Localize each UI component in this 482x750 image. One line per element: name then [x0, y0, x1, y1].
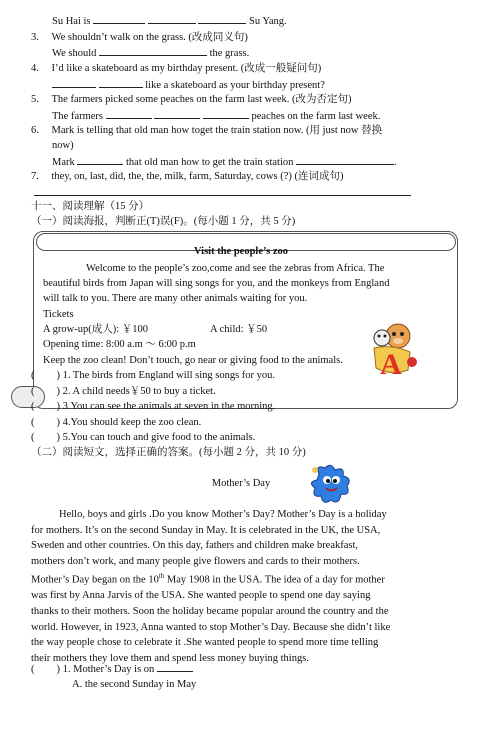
answer-blank[interactable] [52, 78, 96, 88]
article-line: was first by Anna Jarvis of the USA. She wanted people to spend one day saying [31, 590, 371, 602]
poster-notice: Keep the zoo clean! Don’t touch, go near or giving food to the animals. [43, 355, 343, 366]
text: . [394, 157, 397, 168]
poster-text: Welcome to the people’s zoo,come and see the zebras from Africa. The [86, 263, 385, 274]
exercise-2-answer-line [52, 14, 287, 28]
answer-paren-close: ) [56, 370, 60, 381]
tf-item [31, 416, 201, 429]
text: like a skateboard as your birthday present? [145, 80, 325, 91]
text: Su Yang. [249, 16, 287, 27]
exercise-6-answer-line [52, 155, 397, 169]
answer-blank[interactable] [106, 109, 152, 119]
answer-paren-close: ) [56, 401, 60, 412]
exercise-4-answer-line [52, 78, 325, 92]
exercise-7-answer-blank[interactable] [34, 195, 411, 196]
answer-blank[interactable] [157, 662, 193, 672]
tf-item [31, 385, 216, 398]
poster-price-child: A child: ￥50 [210, 324, 268, 335]
article-line: their mothers they love them and spend less money buying things. [31, 652, 309, 664]
poster-opening-time: Opening time: 8:00 a.m ～ 6:00 p.m [43, 339, 196, 350]
exercise-number: 3. [31, 32, 39, 43]
article-line: world. However, in 1923, Anna wanted to stop Mother’s Day. Because she didn’t like [31, 621, 391, 633]
answer-paren-close: ) [56, 664, 60, 675]
option-a[interactable]: A. the second Sunday in May [72, 679, 197, 690]
exercise-5-answer-line [52, 109, 380, 123]
answer-blank[interactable] [99, 46, 207, 56]
answer-paren-open: ( [31, 417, 35, 428]
poster-text: will talk to you. There are many other animals waiting for you. [43, 293, 308, 304]
answer-blank[interactable] [99, 78, 143, 88]
tf-item [31, 431, 255, 444]
part-2-heading: （二）阅读短文，选择正确的答案。(每小题 2 分，共 10 分) [31, 447, 306, 458]
answer-paren-open: ( [31, 432, 35, 443]
tf-item [31, 400, 275, 413]
text: the grass. [209, 48, 250, 59]
answer-blank[interactable] [198, 14, 246, 24]
text: The idea of a day for mother [264, 574, 385, 586]
exercise-text: Mark is telling that old man how toget the train station now. (用 just now 替换 [51, 125, 383, 136]
exercise-number: 5. [31, 94, 39, 105]
article-line [31, 569, 441, 588]
exercise-text: they, on, last, did, the, the, milk, farm, Saturday, cows (?) (连词成句) [51, 171, 344, 182]
exercise-6-cont [52, 139, 74, 152]
answer-paren-open: ( [31, 370, 35, 381]
tf-item [31, 369, 275, 382]
tf-item-text: 2. A child needs￥50 to buy a ticket. [62, 386, 216, 397]
exercise-3-answer-line [52, 46, 249, 60]
exercise-number: 4. [31, 63, 39, 74]
text: Mark [52, 157, 75, 168]
answer-blank[interactable] [203, 109, 249, 119]
answer-paren-open: ( [31, 401, 35, 412]
exercise-text: now) [52, 140, 74, 151]
text: The farmers [52, 111, 104, 122]
answer-blank[interactable] [296, 155, 394, 165]
superscript: th [158, 572, 165, 581]
article-line: the way people chose to celebrate it .She wanted people to spend more time telling [31, 637, 379, 649]
question-text: 1. Mother’s Day is on [62, 664, 155, 675]
text: May 1908 in the USA. [164, 574, 263, 586]
article-title: Mother’s Day [211, 478, 271, 489]
part-1-heading: （一）阅读海报，判断正(T)误(F)。(每小题 1 分，共 5 分) [31, 216, 296, 227]
exercise-text: I’d like a skateboard as my birthday present. (改成一般疑问句) [51, 63, 322, 74]
poster-text: beautiful birds from Japan will sing songs for you, and the monkeys from England [43, 278, 390, 289]
answer-blank[interactable] [148, 14, 196, 24]
exercise-number: 7. [31, 171, 39, 182]
exercise-3 [31, 31, 248, 44]
answer-paren-close: ) [56, 386, 60, 397]
answer-paren-open: ( [31, 664, 35, 675]
answer-paren-close: ) [56, 417, 60, 428]
exercise-text: The farmers picked some peaches on the farm last week. (改为否定句) [51, 94, 352, 105]
answer-blank[interactable] [93, 14, 145, 24]
text: peaches on the farm last week. [251, 111, 381, 122]
cartoon-mascot-icon [305, 462, 357, 508]
tf-item-text: 3.You can see the animals at seven in the morning. [62, 401, 276, 412]
answer-blank[interactable] [77, 155, 123, 165]
exercise-4 [31, 62, 321, 75]
article-line: thanks to their mothers. Soon the holiday became popular around the country and the [31, 606, 389, 618]
section-heading: 十一、阅读理解（15 分） [31, 201, 150, 212]
text: that old man how to get the train station [126, 157, 294, 168]
article-body [31, 507, 441, 666]
text: Mother’s Day began on the 10 [31, 574, 159, 586]
article-line: for mothers. It’s on the second Sunday in May. It is celebrated in the UK, the USA, [31, 524, 381, 536]
article-line: Hello, boys and girls .Do you know Mother’s Day? Mother’s Day is a holiday [59, 509, 387, 520]
tf-item-text: 5.You can touch and give food to the animals. [62, 432, 256, 443]
question-1 [31, 662, 193, 676]
exercise-6 [31, 124, 382, 137]
article-line: Sweden and other countries. On this day, fathers and children make breakfast, [31, 540, 359, 552]
poster-tickets-label: Tickets [43, 309, 74, 320]
text: Su Hai is [52, 16, 91, 27]
tf-item-text: 4.You should keep the zoo clean. [62, 417, 202, 428]
article-line: mothers don’t work, and many people give flowers and cards to their mothers. [31, 555, 360, 567]
answer-paren-open: ( [31, 386, 35, 397]
poster-title: Visit the people’s zoo [193, 246, 288, 257]
tf-item-text: 1. The birds from England will sing songs for you. [62, 370, 276, 381]
text: We should [52, 48, 97, 59]
poster-price-grownup: A grow-up(成人): ￥100 [43, 324, 148, 335]
exercise-number: 6. [31, 125, 39, 136]
answer-blank[interactable] [154, 109, 200, 119]
exercise-5 [31, 93, 352, 106]
exercise-7 [31, 170, 344, 183]
exercise-text: We shouldn’t walk on the grass. (改成同义句) [51, 32, 248, 43]
answer-paren-close: ) [56, 432, 60, 443]
cartoon-animals-icon [364, 318, 420, 380]
svg-text:A: A [380, 348, 402, 380]
